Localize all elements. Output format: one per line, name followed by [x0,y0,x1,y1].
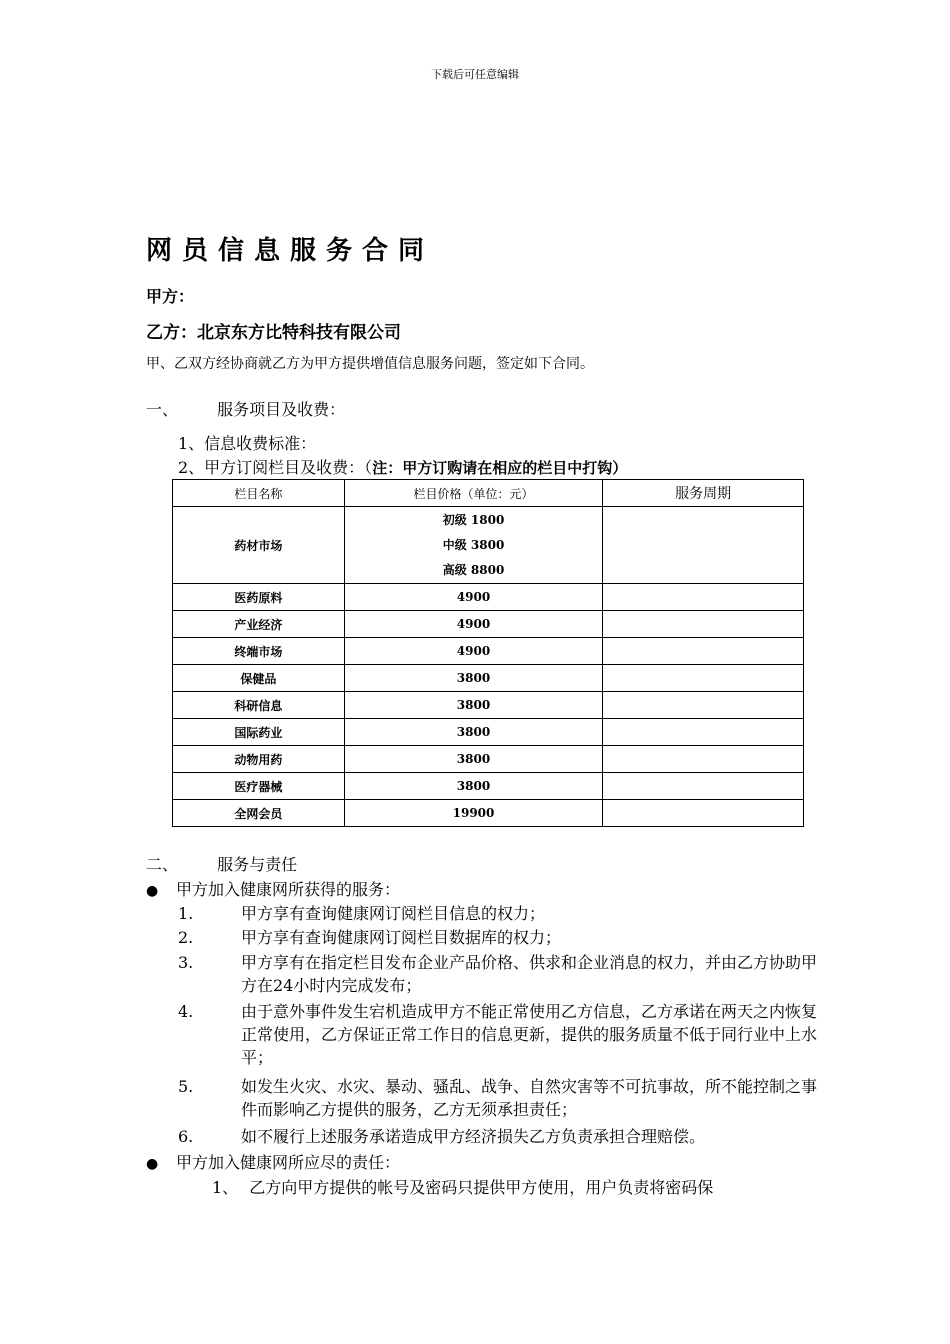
row-name: 医疗器械 [173,773,345,800]
list-item [178,1125,818,1148]
table-row [173,800,804,827]
row-period-cell[interactable] [603,584,804,611]
row-period-cell[interactable] [603,773,804,800]
list-item-number: 2. [178,928,194,947]
list-item [178,902,818,925]
list-item [212,1175,713,1198]
sub-item-2-text: 2、甲方订阅栏目及收费：（ [178,458,373,477]
list-item-number: 6. [178,1127,194,1146]
intro-text: 甲、乙双方经协商就乙方为甲方提供增值信息服务问题，签定如下合同。 [146,356,594,372]
row-price-tiers [344,507,603,584]
list-item-text: 甲方享有查询健康网订阅栏目数据库的权力； [241,928,562,947]
row-price: 3800 [344,746,603,773]
list-item [178,1075,818,1121]
sub-item-2-note: 注：甲方订购请在相应的栏目中打钩） [372,459,628,477]
section-2-title: 服务与责任 [217,855,298,874]
list-item-text: 如不履行上述服务承诺造成甲方经济损失乙方负责承担合理赔偿。 [241,1127,706,1146]
list-item-text: 由于意外事件发生宕机造成甲方不能正常使用乙方信息，乙方承诺在两天之内恢复正常使用，乙方保证正常工作日的信息更新，提供的服务质量不低于同行业中上水平； [241,1002,818,1067]
table-row [173,719,804,746]
section-2-heading [146,852,297,875]
section-1-heading [146,397,345,420]
list-item [178,926,818,949]
list-item-text: 乙方向甲方提供的帐号及密码只提供甲方使用，用户负责将密码保 [249,1178,714,1197]
table-row [173,507,804,584]
party-a: 甲方： [146,287,195,306]
row-name: 保健品 [173,665,345,692]
list-item-number: 3. [178,953,194,972]
row-period-cell[interactable] [603,692,804,719]
row-price: 3800 [344,719,603,746]
list-item-number: 4. [178,1002,194,1021]
row-name: 动物用药 [173,746,345,773]
page-title: 网员信息服务合同 [146,236,435,266]
row-period-cell[interactable] [603,800,804,827]
list-item [178,1000,818,1069]
list-item-text: 甲方享有在指定栏目发布企业产品价格、供求和企业消息的权力，并由乙方协助甲方在24小时内完成发布； [241,953,818,995]
row-price: 4900 [344,611,603,638]
party-b: 乙方：北京东方比特科技有限公司 [146,323,401,343]
row-period-cell[interactable] [603,746,804,773]
header-column-price: 栏目价格（单位：元） [344,480,603,507]
row-price: 4900 [344,584,603,611]
price-table [172,479,804,827]
section-1-number: 一、 [146,400,179,419]
table-row [173,665,804,692]
header-column-name: 栏目名称 [173,480,345,507]
header-column-period: 服务周期 [603,480,804,507]
bullet-duties-text: 甲方加入健康网所应尽的责任： [176,1153,401,1172]
row-period-cell[interactable] [603,665,804,692]
row-period-cell[interactable] [603,719,804,746]
table-row [173,611,804,638]
row-price: 3800 [344,692,603,719]
list-item-number: 1. [178,904,194,923]
list-item-number: 1、 [212,1178,239,1197]
table-row [173,584,804,611]
bullet-dot-icon: ● [146,883,159,899]
row-name: 药材市场 [173,507,345,584]
section-2-number: 二、 [146,855,179,874]
tier-price: 中级 3800 [442,537,505,552]
tier-price: 初级 1800 [442,512,505,527]
bullet-duties [146,1150,400,1173]
bullet-dot-icon: ● [146,1156,159,1172]
tier-price: 高级 8800 [442,562,505,577]
row-period-cell[interactable] [603,611,804,638]
list-item-text: 如发生火灾、水灾、暴动、骚乱、战争、自然灾害等不可抗事故，所不能控制之事件而影响乙方提供的服务，乙方无须承担责任； [241,1077,818,1119]
page-header: 下载后可任意编辑 [431,68,519,81]
row-period-cell[interactable] [603,638,804,665]
row-name: 科研信息 [173,692,345,719]
row-price: 4900 [344,638,603,665]
sub-item-1: 1、信息收费标准： [178,434,317,453]
row-period-cell[interactable] [603,507,804,584]
section-1-title: 服务项目及收费： [217,400,346,419]
list-item-text: 甲方享有查询健康网订阅栏目信息的权力； [241,904,546,923]
table-header-row [173,480,804,507]
sub-item-2 [178,455,627,478]
row-price: 3800 [344,665,603,692]
list-item [178,951,818,997]
row-name: 终端市场 [173,638,345,665]
list-item-number: 5. [178,1077,194,1096]
row-name: 医药原料 [173,584,345,611]
row-price: 19900 [344,800,603,827]
row-name: 产业经济 [173,611,345,638]
bullet-services-text: 甲方加入健康网所获得的服务： [176,880,401,899]
table-row [173,746,804,773]
table-row [173,692,804,719]
table-row [173,773,804,800]
row-name: 全网会员 [173,800,345,827]
table-row [173,638,804,665]
row-price: 3800 [344,773,603,800]
row-name: 国际药业 [173,719,345,746]
bullet-services [146,877,400,900]
